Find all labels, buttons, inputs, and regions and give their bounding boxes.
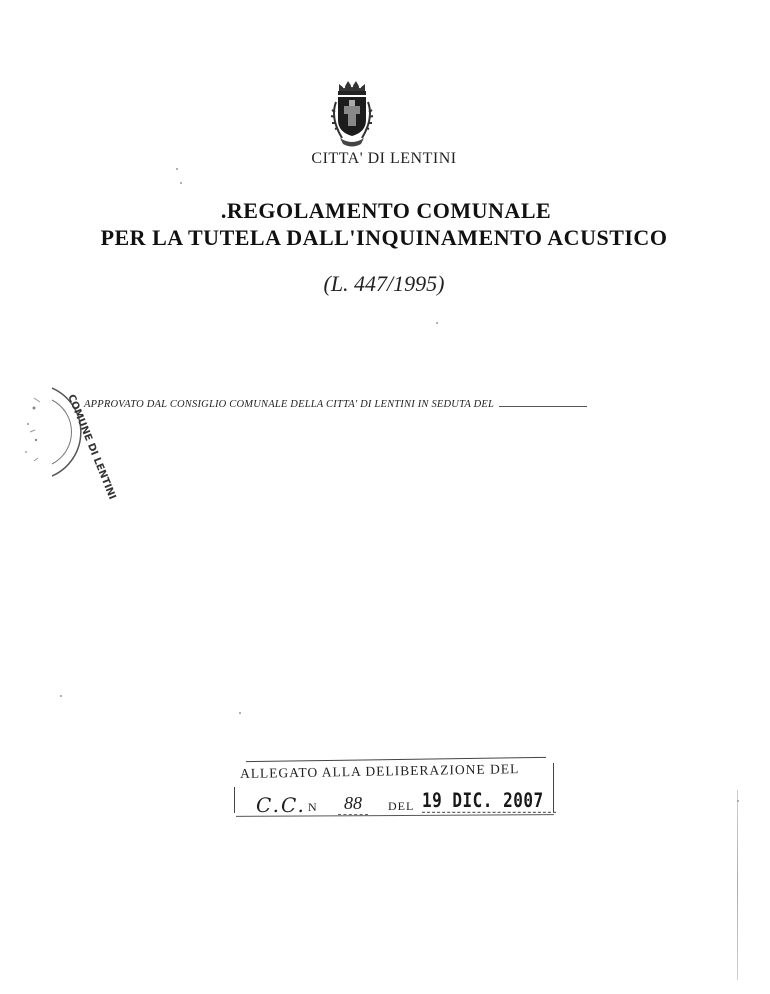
coat-of-arms-icon: [328, 78, 376, 150]
stamp-council-abbrev: C.C.: [256, 793, 306, 817]
municipal-seal-icon: [14, 368, 118, 502]
approval-statement: [84, 398, 587, 410]
approval-text: APPROVATO DAL CONSIGLIO COMUNALE DELLA CITTA' DI LENTINI IN SEDUTA DEL: [84, 399, 494, 410]
scan-speck: [176, 168, 178, 170]
stamp-number-label: N: [308, 800, 318, 814]
stamp-deliberation-number: 88: [338, 793, 368, 815]
stamp-date: 19 DIC. 2007: [422, 789, 556, 813]
scan-speck: [737, 800, 739, 802]
document-title-line2: PER LA TUTELA DALL'INQUINAMENTO ACUSTICO: [100, 225, 668, 250]
scan-speck: [436, 322, 438, 324]
law-reference: (L. 447/1995): [323, 271, 445, 296]
date-blank-line: [499, 398, 587, 407]
deliberation-stamp: [232, 757, 558, 819]
seal-text: COMUNE DI LENTINI: [65, 393, 118, 502]
city-title: CITTA' DI LENTINI: [311, 150, 457, 167]
document-title-line1: .REGOLAMENTO COMUNALE: [220, 198, 552, 223]
scan-speck: [180, 182, 182, 184]
stamp-date-label: DEL: [388, 799, 415, 813]
scan-speck: [239, 712, 241, 714]
stamp-heading: ALLEGATO ALLA DELIBERAZIONE DEL: [239, 761, 520, 781]
stamp-border: [234, 787, 235, 813]
scan-speck: [60, 695, 62, 697]
scan-edge-artifact: [737, 790, 738, 980]
